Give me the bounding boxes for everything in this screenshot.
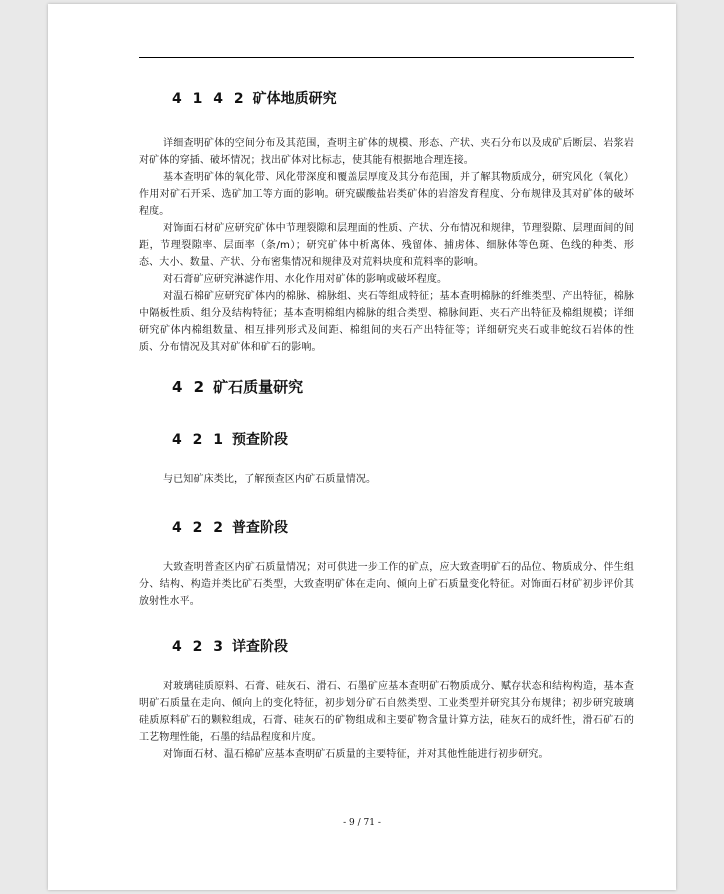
section-heading-4142 [139, 88, 634, 108]
section-body-422 [139, 559, 634, 610]
section-heading-421 [139, 429, 634, 449]
section-title: 矿石质量研究 [213, 378, 304, 396]
section-body-4142 [139, 135, 634, 356]
section-number: 4 2 2 [172, 520, 226, 536]
section-number: 4 2 1 [172, 432, 226, 448]
paragraph: 基本查明矿体的氧化带、风化带深度和覆盖层厚度及其分布范围，并了解其物质成分，研究风化（氧化）作用对矿石开采、选矿加工等方面的影响。研究碳酸盐岩类矿体的岩溶发育程度、分布规律及其对矿体的破坏程度。 [139, 172, 634, 217]
section-body-423 [139, 678, 634, 763]
section-title: 预查阶段 [231, 432, 288, 448]
section-heading-42 [139, 376, 634, 397]
section-number: 4 2 3 [172, 639, 226, 655]
section-heading-422 [139, 517, 634, 537]
section-body-421 [139, 471, 634, 488]
paragraph: 与已知矿床类比，了解预查区内矿石质量情况。 [163, 474, 377, 485]
page-number: - 9 / 71 - [343, 818, 381, 828]
section-title: 普查阶段 [231, 520, 288, 536]
section-number: 4 1 4 2 [172, 91, 247, 107]
page-content [139, 74, 634, 763]
document-page [48, 4, 676, 890]
section-number: 4 2 [172, 378, 208, 396]
header-rule [139, 57, 634, 58]
paragraph: 对饰面石材矿应研究矿体中节理裂隙和层理面的性质、产状、分布情况和规律，节理裂隙、层理面间的间距，节理裂隙率、层面率（条/m）；研究矿体中析离体、残留体、捕虏体、细脉体等色斑、色线的种类、形态、大小、数量、产状、分布密集情况和规律及对荒料块度和荒料率的影响。 [139, 223, 634, 268]
paragraph: 对温石棉矿应研究矿体内的棉脉、棉脉组、夹石等组成特征；基本查明棉脉的纤维类型、产出特征，棉脉中隔板性质、组分及结构特征；基本查明棉组内棉脉的组合类型、棉脉间距、夹石产出特征及棉组规模；详细研究矿体内棉组数量、相互排列形式及间距、棉组间的夹石产出特征等；详细研究夹石或非蛇纹石岩体的性质、分布情况及其对矿体和矿石的影响。 [139, 291, 634, 353]
paragraph: 对玻璃硅质原料、石膏、硅灰石、滑石、石墨矿应基本查明矿石物质成分、赋存状态和结构构造，基本查明矿石质量在走向、倾向上的变化特征，初步划分矿石自然类型、工业类型并研究其分布规律；初步研究玻璃硅质原料矿石的颗粒组成，石膏、硅灰石的矿物组成和主要矿物含量计算方法，硅灰石的成纤性，滑石矿石的工艺物理性能，石墨的结晶程度和片度。 [139, 681, 634, 743]
paragraph: 详细查明矿体的空间分布及其范围，查明主矿体的规模、形态、产状、夹石分布以及成矿后断层、岩浆岩对矿体的穿插、破坏情况；找出矿体对比标志，使其能有根据地合理连接。 [139, 138, 634, 166]
paragraph: 大致查明普查区内矿石质量情况；对可供进一步工作的矿点，应大致查明矿石的品位、物质成分、伴生组分、结构、构造并类比矿石类型，大致查明矿体在走向、倾向上矿石质量变化特征。对饰面石材矿初步评价其放射性水平。 [139, 562, 634, 607]
section-title: 详查阶段 [231, 639, 288, 655]
paragraph: 对饰面石材、温石棉矿应基本查明矿石质量的主要特征，并对其他性能进行初步研究。 [163, 749, 549, 760]
section-heading-423 [139, 636, 634, 656]
section-title: 矿体地质研究 [252, 91, 337, 107]
paragraph: 对石膏矿应研究淋滤作用、水化作用对矿体的影响或破坏程度。 [163, 274, 448, 285]
